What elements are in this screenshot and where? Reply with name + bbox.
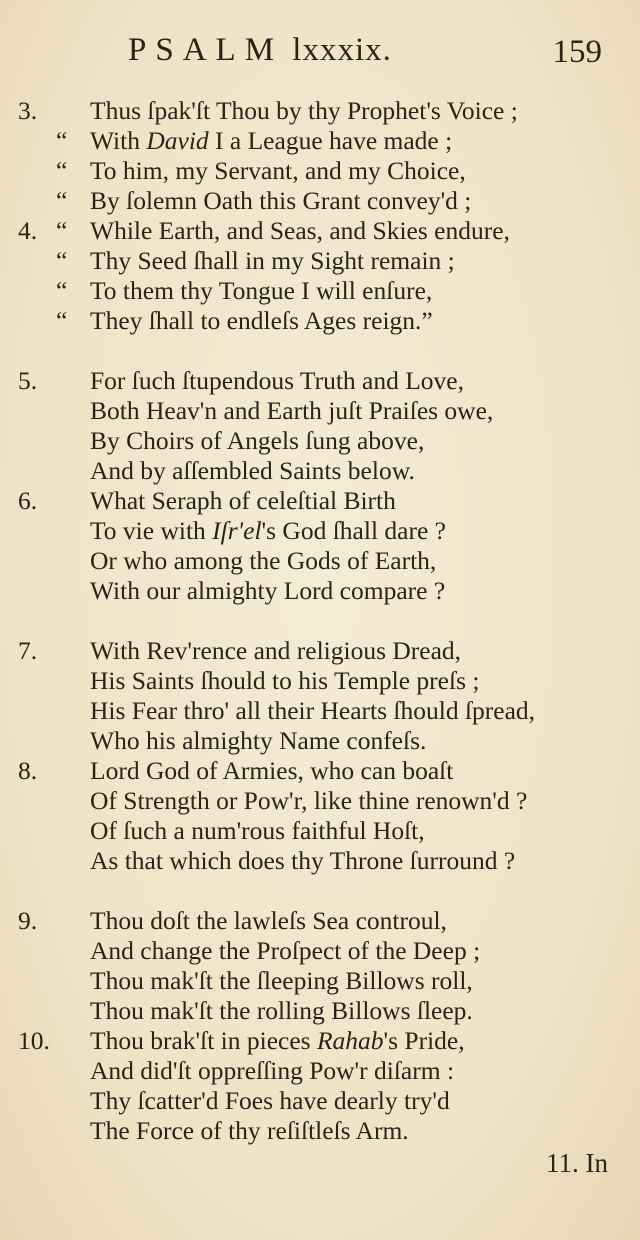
line-text: Thou brak'ſt in pieces (90, 1026, 317, 1055)
line-text: As that which does thy Throne ſurround ? (90, 846, 516, 875)
running-title-word: PSALM (128, 32, 284, 68)
verse-line (18, 726, 618, 756)
line-text: Of Strength or Pow'r, like thine renown'd ? (90, 786, 528, 815)
verse-line (18, 126, 618, 156)
line-text: To him, my Servant, and my Choice, (90, 156, 466, 185)
verse-line (18, 216, 618, 246)
line-text: Thy ſcatter'd Foes have dearly try'd (90, 1086, 450, 1115)
line-text: Of ſuch a num'rous faithful Hoſt, (90, 816, 425, 845)
verse-line (18, 816, 618, 846)
line-text: His Saints ſhould to his Temple preſs ; (90, 666, 480, 695)
line-text: And did'ſt oppreſſing Pow'r diſarm : (90, 1056, 455, 1085)
running-title-number: lxxxix. (292, 32, 392, 68)
line-text: Thus ſpak'ſt Thou by thy Prophet's Voice ; (90, 96, 518, 125)
stanza (18, 96, 618, 336)
line-text: To vie with (90, 516, 213, 545)
verse-line (18, 786, 618, 816)
verse-line (18, 936, 618, 966)
verse-line (18, 186, 618, 216)
line-text: Thou mak'ſt the rolling Billows ſleep. (90, 996, 473, 1025)
line-text: For ſuch ſtupendous Truth and Love, (90, 366, 464, 395)
verse-number: 4. (18, 216, 38, 245)
verse-line (18, 396, 618, 426)
stanza (18, 366, 618, 606)
verse-line (18, 306, 618, 336)
line-text: Thou mak'ſt the ſleeping Billows roll, (90, 966, 473, 995)
verse-line (18, 846, 618, 876)
verse-line (18, 246, 618, 276)
quote-mark: “ (56, 246, 68, 275)
verse-number: 10. (18, 1026, 50, 1055)
verse-number: 8. (18, 756, 38, 785)
verse-line (18, 366, 618, 396)
verse-number: 3. (18, 96, 38, 125)
verse-line (18, 576, 618, 606)
verse-line (18, 456, 618, 486)
line-text: While Earth, and Seas, and Skies endure, (90, 216, 510, 245)
verse-line (18, 1116, 618, 1146)
verse-line (18, 666, 618, 696)
quote-mark: “ (56, 216, 68, 245)
verse-line (18, 966, 618, 996)
line-text: Thou doſt the lawleſs Sea controul, (90, 906, 447, 935)
verse-line (18, 696, 618, 726)
quote-mark: “ (56, 186, 68, 215)
verse-line (18, 1026, 618, 1056)
verse-line (18, 636, 618, 666)
line-text: Lord God of Armies, who can boaſt (90, 756, 454, 785)
verse-line (18, 276, 618, 306)
verse-number: 7. (18, 636, 38, 665)
stanza (18, 906, 618, 1146)
verse-line (18, 516, 618, 546)
line-text: To them thy Tongue I will enſure, (90, 276, 433, 305)
line-text: The Force of thy reſiſtleſs Arm. (90, 1116, 409, 1145)
quote-mark: “ (56, 276, 68, 305)
verse-line (18, 1056, 618, 1086)
psalm-text (18, 96, 618, 1176)
verse-line (18, 486, 618, 516)
quote-mark: “ (56, 126, 68, 155)
line-text: They ſhall to endleſs Ages reign.” (90, 306, 433, 335)
verse-line (18, 906, 618, 936)
line-text-continued: 's God ſhall dare ? (261, 516, 446, 545)
stanza (18, 636, 618, 876)
verse-line (18, 426, 618, 456)
line-text: And change the Proſpect of the Deep ; (90, 936, 481, 965)
verse-line (18, 1086, 618, 1116)
line-text: And by aſſembled Saints below. (90, 456, 415, 485)
verse-line (18, 546, 618, 576)
line-text: By Choirs of Angels ſung above, (90, 426, 425, 455)
line-text: What Seraph of celeſtial Birth (90, 486, 396, 515)
running-title (128, 32, 392, 69)
line-text: Thy Seed ſhall in my Sight remain ; (90, 246, 455, 275)
line-text: With (90, 126, 147, 155)
quote-mark: “ (56, 156, 68, 185)
line-text-continued: I a League have made ; (208, 126, 453, 155)
line-text: With our almighty Lord compare ? (90, 576, 446, 605)
line-text: Or who among the Gods of Earth, (90, 546, 437, 575)
verse-line (18, 96, 618, 126)
line-text: His Fear thro' all their Hearts ſhould ſpread, (90, 696, 536, 725)
verse-line (18, 156, 618, 186)
verse-number: 9. (18, 906, 38, 935)
italic-name: Iſr'el (212, 516, 262, 545)
verse-line (18, 756, 618, 786)
catchword: 11. In (546, 1148, 608, 1178)
italic-name: Rahab (316, 1026, 384, 1055)
line-text-continued: 's Pride, (383, 1026, 465, 1055)
line-text: With Rev'rence and religious Dread, (90, 636, 462, 665)
line-text: Who his almighty Name confeſs. (90, 726, 427, 755)
line-text: Both Heav'n and Earth juſt Praiſes owe, (90, 396, 494, 425)
page-number: 159 (552, 34, 602, 70)
line-text: By ſolemn Oath this Grant convey'd ; (90, 186, 472, 215)
quote-mark: “ (56, 306, 68, 335)
verse-number: 6. (18, 486, 38, 515)
page-header (0, 30, 640, 80)
verse-line (18, 996, 618, 1026)
italic-name: David (146, 126, 209, 155)
verse-number: 5. (18, 366, 38, 395)
